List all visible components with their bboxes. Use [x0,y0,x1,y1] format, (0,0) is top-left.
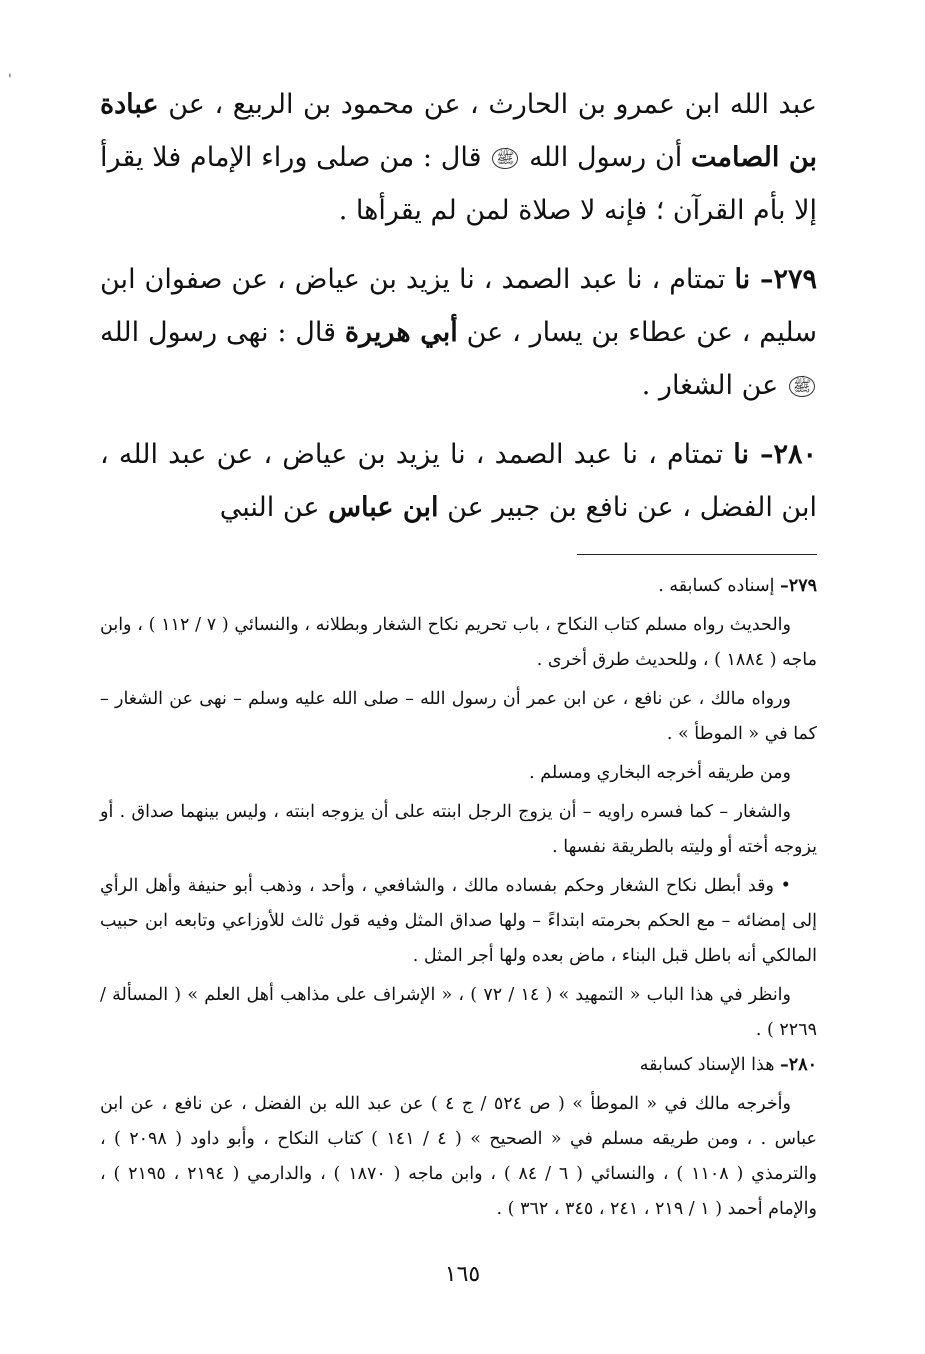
footnote-divider [577,554,817,555]
hadith-280 [100,428,817,534]
text-segment: عن النبي [219,492,320,523]
footnote-280-heading [100,1048,817,1083]
narrator-name: أبي هريرة [344,317,458,348]
footnote-text: إسناده كسابقه . [658,576,775,596]
margin-mark: ' [8,72,12,88]
footnote-number: ٢٧٩– [780,576,817,596]
footnote-279-line: والحديث رواه مسلم كتاب النكاح ، باب تحريم نكاح الشغار وبطلانه ، والنسائي ( ٧ / ١١٢ ) ، وابن ماجه ( ١٨٨٤ ) ، وللحديث طرق أخرى . [100,615,817,670]
footnote-279-line: والشغار – كما فسره راويه – أن يزوج الرجل ابنته على أن يزوجه ابنته ، وليس بينهما صداق . أو يزوجه أخته أو وليته بالطريقة نفسها . [100,802,817,857]
footnotes [100,569,817,1227]
salla-ligature-icon: ﷺ [789,376,815,397]
narrator-name: عبادة بن الصامت [100,89,817,173]
hadith-number: ٢٨٠– نا [733,439,817,470]
footnote-279-heading [100,569,817,604]
text-segment: تمتام ، نا عبد الصمد ، نا يزيد بن عياض ، عن صفوان ابن سليم ، عن عطاء بن يسار ، عن [100,264,817,348]
footnote-279-line: • وقد أبطل نكاح الشغار وحكم بفساده مالك ، والشافعي ، وأحد ، وذهب أبو حنيفة وأهل الرأي إلى إمضائه – مع الحكم بحرمته ابتداءً – ولها صداق المثل وفيه قول ثالث للأوزاعي وتابعه ابن حبيب المالكي أنه باطل قبل البناء ، ماض بعده ولها أجر المثل . [100,876,817,966]
hadith-number: ٢٧٩– نا [734,264,817,295]
text-segment: عن الشغار . [641,370,779,401]
main-text [100,78,817,534]
footnote-text: هذا الإسناد كسابقه [639,1055,775,1075]
text-segment: قال : نهى رسول الله [100,317,337,348]
footnote-279-line: وانظر في هذا الباب « التمهيد » ( ١٤ / ٧٢ ) ، « الإشراف على مذاهب أهل العلم » ( المسألة / ٢٢٦٩ ) . [100,985,817,1040]
page-body [100,78,817,1227]
page-number: ١٦٥ [444,1262,481,1287]
hadith-279 [100,253,817,412]
paragraph-continued [100,78,817,237]
text-segment: قال : من صلى وراء الإمام فلا يقرأ إلا بأم القرآن ؛ فإنه لا صلاة لمن لم يقرأها . [100,142,817,226]
text-segment: أن رسول الله [529,142,683,173]
text-segment: تمتام ، نا عبد الصمد ، نا يزيد بن عياض ، عن عبد الله ، ابن الفضل ، عن نافع بن جبير عن [100,439,817,523]
footnote-279-line: ومن طريقه أخرجه البخاري ومسلم . [529,763,791,783]
text-segment: عبد الله ابن عمرو بن الحارث ، عن محمود بن الربيع ، عن [168,89,817,120]
narrator-name: ابن عباس [328,492,439,523]
footnote-279-line: ورواه مالك ، عن نافع ، عن ابن عمر أن رسول الله – صلى الله عليه وسلم – نهى عن الشغار – كما في « الموطأ » . [100,689,817,744]
footnote-280-line: وأخرجه مالك في « الموطأ » ( ص ٥٢٤ / ج ٤ ) عن عبد الله بن الفضل ، عن نافع ، عن ابن عباس . ، ومن طريقه مسلم في « الصحيح » ( ٤ / ١٤١ ) كتاب النكاح ، وأبو داود ( ٢٠٩٨ ) ، والترمذي ( ١١٠٨ ) ، والنسائي ( ٦ / ٨٤ ) ، وابن ماجه ( ١٨٧٠ ) ، والدارمي ( ٢١٩٤ ، ٢١٩٥ ) ، والإمام أحمد ( ١ / ٢١٩ ، ٢٤١ ، ٣٤٥ ، ٣٦٢ ) . [100,1094,818,1219]
footnote-number: ٢٨٠– [780,1055,817,1075]
salla-ligature-icon: ﷺ [492,148,518,169]
